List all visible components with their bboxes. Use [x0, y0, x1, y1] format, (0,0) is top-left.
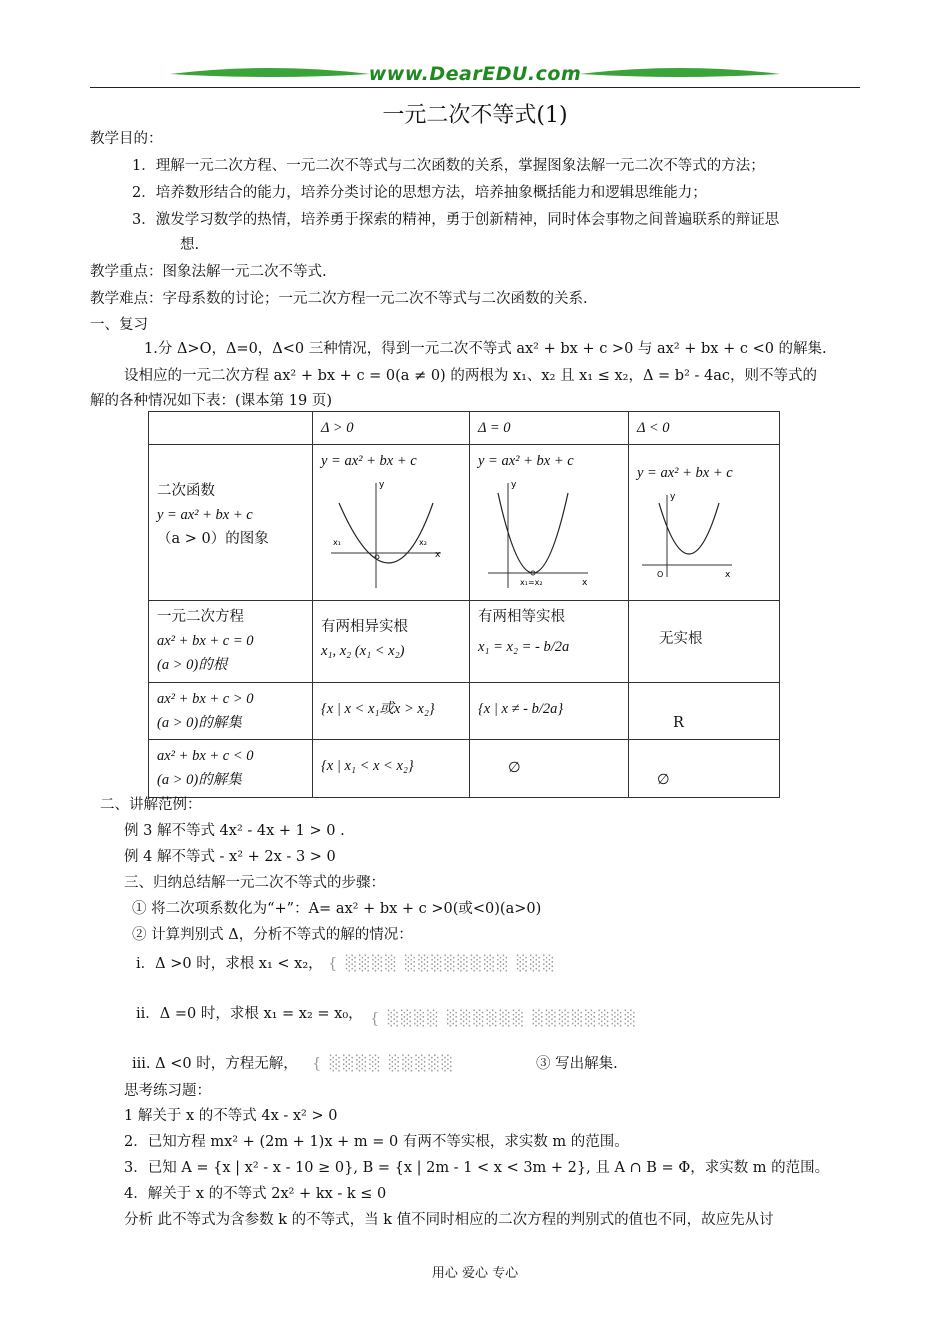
case-iii-blurred-formula: { ░░░░ ░░░░░	[312, 1056, 455, 1072]
example-4: 例 4 解不等式 - x² + 2x - 3 > 0	[124, 849, 336, 865]
practice-analysis: 分析 此不等式为含参数 k 的不等式，当 k 值不同时相应的二次方程的判别式的值也不同，故应先从讨	[124, 1212, 774, 1228]
graph-formula: y = ax² + bx + c	[478, 453, 574, 469]
parabola-double-root-graph	[478, 473, 608, 593]
svg-text:x: x	[582, 578, 588, 588]
roots-text: 有两相等实根	[478, 609, 565, 625]
parabola-no-root-graph	[637, 485, 757, 585]
roots-cell-zero	[470, 601, 629, 683]
svg-text:O: O	[657, 570, 664, 579]
table-header-cell: Δ > 0	[313, 412, 470, 445]
row-label-graph	[149, 445, 313, 601]
gt-cell-positive	[313, 683, 470, 740]
page-title: 一元二次不等式(1)	[382, 103, 568, 128]
header-rule	[90, 87, 860, 88]
graph-cell-zero	[470, 445, 629, 601]
roots-label-3: (a > 0)的根	[157, 657, 228, 673]
row-label-lt	[149, 740, 313, 798]
review-line: 1.分 Δ>O，Δ=0，Δ<0 三种情况，得到一元二次不等式 ax² + bx + c >0 与 ax² + bx + c <0 的解集.	[144, 341, 827, 357]
lt-solution: ∅	[657, 772, 670, 788]
key-point: 教学重点：图象法解一元二次不等式.	[90, 264, 327, 280]
parabola-two-roots-graph	[321, 473, 451, 593]
objective-item: 3．激发学习数学的热情，培养勇于探索的精神，勇于创新精神，同时体会事物之间普遍联系的辩证思	[132, 212, 780, 228]
table-header-cell: Δ = 0	[470, 412, 629, 445]
example-3: 例 3 解不等式 4x² - 4x + 1 > 0 .	[124, 823, 345, 839]
practice-heading: 思考练习题：	[124, 1083, 211, 1099]
site-name: www.DearEDU.com	[368, 63, 582, 85]
graph-label-1: 二次函数	[157, 483, 215, 499]
lt-cell-zero	[470, 740, 629, 798]
lt-solution: ∅	[508, 760, 521, 776]
graph-label-3: （a > 0）的图象	[157, 531, 269, 547]
table-header-cell	[149, 412, 313, 445]
roots-label-1: 一元二次方程	[157, 609, 244, 625]
objectives-heading: 教学目的：	[90, 131, 163, 147]
svg-text:x: x	[725, 570, 731, 580]
svg-text:x₂: x₂	[419, 538, 427, 547]
solution-table	[148, 411, 780, 798]
summary-step-2: ② 计算判别式 Δ，分析不等式的解的情况：	[132, 927, 413, 943]
lt-cell-positive	[313, 740, 470, 798]
graph-cell-negative	[629, 445, 780, 601]
row-label-gt	[149, 683, 313, 740]
summary-heading: 三、归纳总结解一元二次不等式的步骤：	[124, 875, 385, 891]
case-ii-blurred-formula: { ░░░░ ░░░░░░ ░░░░░░░░	[370, 1011, 638, 1027]
svg-text:x₁=x₂: x₁=x₂	[520, 578, 543, 587]
practice-item: 4．解关于 x 的不等式 2x² + kx - k ≤ 0	[124, 1186, 387, 1202]
svg-text:y: y	[670, 492, 676, 502]
gt-label-2: (a > 0)的解集	[157, 715, 242, 731]
graph-formula: y = ax² + bx + c	[637, 465, 733, 481]
roots-cell-negative	[629, 601, 780, 683]
gt-solution: {x | x ≠ - b/2a}	[478, 701, 564, 717]
gt-solution: R	[673, 715, 684, 731]
roots-text: 有两相异实根	[321, 619, 408, 635]
row-label-roots	[149, 601, 313, 683]
review-heading: 一、复习	[90, 317, 148, 333]
roots-text: 无实根	[659, 631, 703, 647]
difficulty: 教学难点：字母系数的讨论；一元二次方程一元二次不等式与二次函数的关系.	[90, 291, 588, 307]
practice-item: 3．已知 A = {x | x² - x - 10 ≥ 0}, B = {x | 2m - 1 < x < 3m + 2}, 且 A ∩ B = Φ，求实数 m 的范围。	[124, 1160, 830, 1176]
svg-text:x₁: x₁	[333, 538, 341, 547]
graph-formula: y = ax² + bx + c	[321, 453, 417, 469]
graph-cell-positive	[313, 445, 470, 601]
gt-solution: {x | x < x₁或x > x₂}	[321, 701, 435, 717]
gt-cell-zero	[470, 683, 629, 740]
roots-cell-positive	[313, 601, 470, 683]
review-line: 解的各种情况如下表：(课本第 19 页)	[90, 393, 332, 409]
summary-case-ii: ii．Δ =0 时，求根 x₁ = x₂ = x₀，	[136, 1006, 363, 1022]
gt-label-1: ax² + bx + c > 0	[157, 691, 254, 707]
objective-item: 想.	[180, 237, 200, 253]
lt-solution: {x | x₁ < x < x₂}	[321, 758, 414, 774]
table-header-cell: Δ < 0	[629, 412, 780, 445]
summary-step-1: ① 将二次项系数化为“+”：A= ax² + bx + c >0(或<0)(a>0)	[132, 901, 542, 917]
summary-step-3: ③ 写出解集.	[536, 1056, 618, 1072]
examples-heading: 二、讲解范例：	[100, 797, 202, 813]
page-footer: 用心 爱心 专心	[431, 1266, 519, 1281]
lt-label-2: (a > 0)的解集	[157, 772, 242, 788]
review-line: 设相应的一元二次方程 ax² + bx + c = 0(a ≠ 0) 的两根为 x₁、x₂ 且 x₁ ≤ x₂，Δ = b² - 4ac，则不等式的	[124, 368, 818, 384]
svg-text:x: x	[435, 550, 441, 560]
svg-text:y: y	[379, 480, 385, 490]
roots-label-2: ax² + bx + c = 0	[157, 633, 254, 649]
practice-item: 1 解关于 x 的不等式 4x - x² > 0	[124, 1108, 338, 1124]
roots-formula: x₁, x₂ (x₁ < x₂)	[321, 643, 405, 659]
gt-cell-negative	[629, 683, 780, 740]
summary-case-i: i．Δ >0 时，求根 x₁ < x₂，	[136, 956, 323, 972]
svg-text:y: y	[511, 480, 517, 490]
objective-item: 2．培养数形结合的能力，培养分类讨论的思想方法，培养抽象概括能力和逻辑思维能力；	[132, 185, 707, 201]
lt-label-1: ax² + bx + c < 0	[157, 748, 254, 764]
case-i-blurred-formula: { ░░░░ ░░░░░░░░ ░░░	[328, 956, 557, 972]
header-banner	[90, 60, 860, 90]
practice-item: 2．已知方程 mx² + (2m + 1)x + m = 0 有两不等实根，求实数 m 的范围。	[124, 1134, 629, 1150]
lt-cell-negative	[629, 740, 780, 798]
objective-item: 1．理解一元二次方程、一元二次不等式与二次函数的关系，掌握图象法解一元二次不等式的方法；	[132, 158, 765, 174]
summary-case-iii: iii. Δ <0 时，方程无解，	[132, 1056, 298, 1072]
graph-label-2: y = ax² + bx + c	[157, 507, 253, 523]
roots-formula: x₁ = x₂ = - b/2a	[478, 639, 570, 655]
